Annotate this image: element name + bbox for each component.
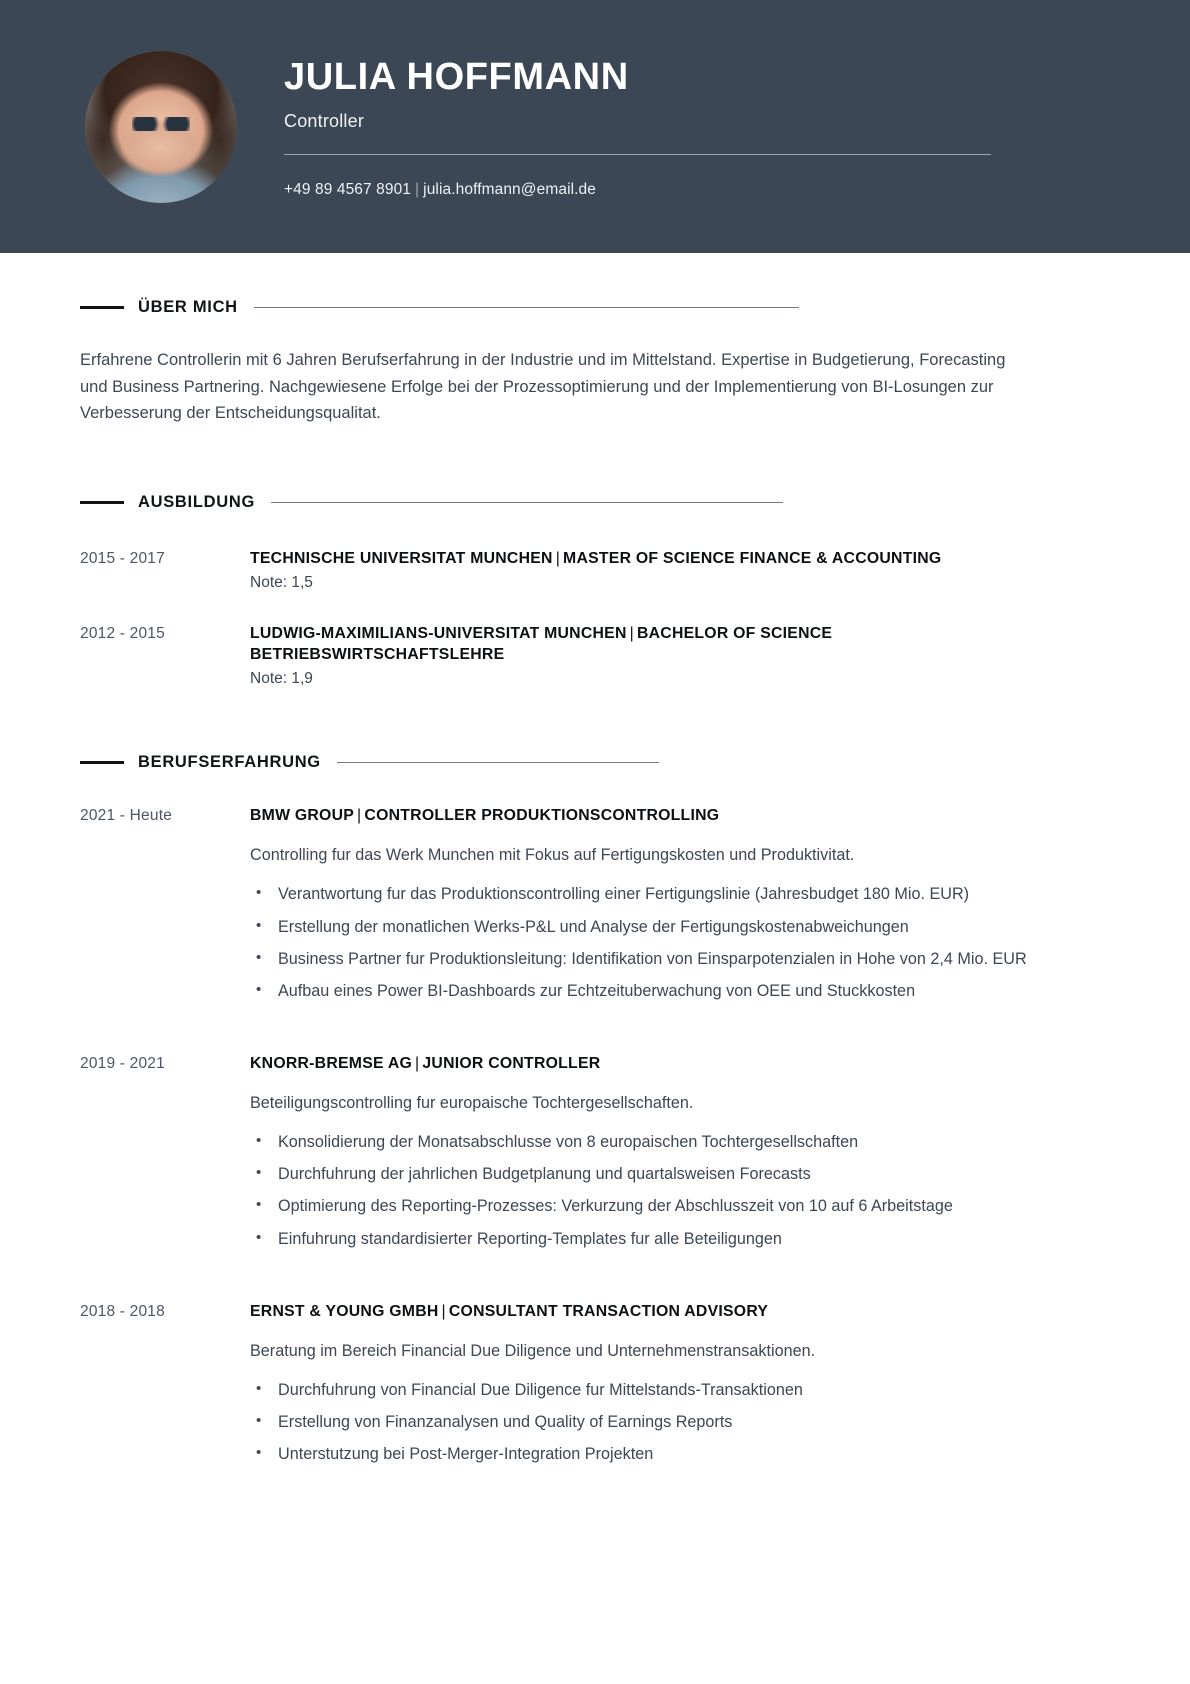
education-degree: BACHELOR OF SCIENCE BETRIEBSWIRTSCHAFTSLEHRE (250, 625, 833, 664)
experience-entry-date: 2021 - Heute (80, 807, 173, 825)
section-experience (80, 753, 1110, 1474)
page-title: JULIA HOFFMANN (284, 56, 629, 99)
title-separator: | (415, 1054, 420, 1072)
resume-body (0, 298, 1190, 1474)
education-entry-main (250, 548, 1040, 592)
title-separator: | (555, 550, 561, 568)
contact-separator: | (415, 180, 420, 198)
experience-entry-title (250, 805, 1040, 826)
experience-role: CONSULTANT TRANSACTION ADVISORY (448, 1302, 769, 1320)
list-item: • Erstellung der monatlichen Werks-P&L und Analyse der Fertigungskostenabweichungen (250, 915, 1040, 940)
experience-bullet-list (250, 1378, 1040, 1467)
experience-company: ERNST & YOUNG GMBH (250, 1302, 439, 1320)
experience-entry-date: 2018 - 2018 (80, 1302, 165, 1320)
section-education (80, 493, 1110, 688)
phone-value: +49 89 4567 8901 (284, 180, 412, 198)
header-divider (284, 154, 991, 155)
list-item: • Durchfuhrung der jahrlichen Budgetplanung und quartalsweisen Forecasts (250, 1162, 1040, 1187)
education-entry-note: Note: 1,9 (250, 670, 313, 688)
section-header-about (80, 298, 1110, 317)
experience-role: CONTROLLER PRODUKTIONSCONTROLLING (364, 807, 720, 825)
job-title: Controller (284, 110, 365, 131)
experience-entry-main (250, 1301, 1040, 1475)
education-entry-title (250, 623, 1040, 665)
experience-entry-description: Beteiligungscontrolling fur europaische Tochtergesellschaften. (250, 1093, 694, 1112)
experience-entry (80, 1301, 1110, 1475)
list-item: • Business Partner fur Produktionsleitung: Identifikation von Einsparpotenzialen in Hohe von 2,4 Mio. EUR (250, 947, 1040, 972)
experience-entry-date: 2019 - 2021 (80, 1054, 165, 1072)
experience-entry-main (250, 1053, 1040, 1259)
section-title-about: ÜBER MICH (138, 298, 238, 316)
contact-line (284, 181, 1130, 199)
experience-entry (80, 1053, 1110, 1259)
education-entry-note: Note: 1,5 (250, 574, 313, 592)
profile-photo-icon (85, 51, 237, 203)
list-item: • Durchfuhrung von Financial Due Diligence fur Mittelstands-Transaktionen (250, 1378, 1040, 1403)
experience-entry-title (250, 1301, 1040, 1322)
section-rule (271, 502, 783, 503)
section-about (80, 298, 1110, 427)
experience-company: BMW GROUP (250, 807, 355, 825)
experience-entry-main (250, 805, 1040, 1011)
list-item: • Erstellung von Finanzanalysen und Quality of Earnings Reports (250, 1410, 1040, 1435)
experience-entry-title (250, 1053, 1040, 1074)
experience-bullet-list (250, 1130, 1040, 1251)
title-separator: | (629, 625, 634, 643)
education-institution: TECHNISCHE UNIVERSITAT MUNCHEN (250, 550, 553, 568)
section-dash-icon (80, 501, 124, 504)
title-separator: | (357, 807, 362, 825)
education-entry-title (250, 548, 1040, 569)
education-entry-date: 2015 - 2017 (80, 550, 165, 568)
list-item: • Optimierung des Reporting-Prozesses: Verkurzung der Abschlusszeit von 10 auf 6 Arbeitstage (250, 1194, 1040, 1219)
section-title-experience: BERUFSERFAHRUNG (138, 753, 321, 772)
education-entry-date: 2012 - 2015 (80, 625, 165, 643)
education-institution: LUDWIG-MAXIMILIANS-UNIVERSITAT MUNCHEN (250, 625, 627, 643)
section-title-education: AUSBILDUNG (138, 493, 255, 512)
experience-company: KNORR-BREMSE AG (250, 1054, 413, 1072)
header-text-block (284, 54, 1130, 199)
section-dash-icon (80, 761, 124, 764)
experience-entry-description: Controlling fur das Werk Munchen mit Fokus auf Fertigungskosten und Produktivitat. (250, 846, 855, 865)
experience-entry-description: Beratung im Bereich Financial Due Diligence und Unternehmenstransaktionen. (250, 1341, 816, 1360)
list-item: • Aufbau eines Power BI-Dashboards zur Echtzeituberwachung von OEE und Stuckkosten (250, 979, 1040, 1004)
avatar (85, 51, 237, 203)
education-entry (80, 623, 1110, 688)
section-header-experience (80, 753, 1110, 772)
education-entry (80, 548, 1110, 592)
section-dash-icon (80, 306, 124, 309)
section-header-education (80, 493, 1110, 512)
list-item: • Einfuhrung standardisierter Reporting-Templates fur alle Beteiligungen (250, 1227, 1040, 1252)
education-degree: MASTER OF SCIENCE FINANCE & ACCOUNTING (563, 550, 942, 568)
experience-entry (80, 805, 1110, 1011)
list-item: • Unterstutzung bei Post-Merger-Integration Projekten (250, 1442, 1040, 1467)
section-rule (254, 307, 799, 308)
education-entry-main (250, 623, 1040, 688)
title-separator: | (441, 1302, 446, 1320)
section-rule (337, 762, 659, 763)
list-item: • Verantwortung fur das Produktionscontrolling einer Fertigungslinie (Jahresbudget 180 Mio. EUR) (250, 882, 1040, 907)
experience-role: JUNIOR CONTROLLER (422, 1054, 601, 1072)
experience-bullet-list (250, 882, 1040, 1003)
list-item: • Konsolidierung der Monatsabschlusse von 8 europaischen Tochtergesellschaften (250, 1130, 1040, 1155)
about-text: Erfahrene Controllerin mit 6 Jahren Berufserfahrung in der Industrie und im Mittelstand. Expertise in Budgetierung, Forecasting und Business Partnering. Nachgewiesene Erfolge bei der Prozessoptimierung und der Implementierung von BI-Losungen zur Verbesserung der Entscheidungsqualitat. (80, 351, 1006, 423)
email-value[interactable]: julia.hoffmann@email.de (423, 180, 597, 198)
resume-header (0, 0, 1190, 253)
